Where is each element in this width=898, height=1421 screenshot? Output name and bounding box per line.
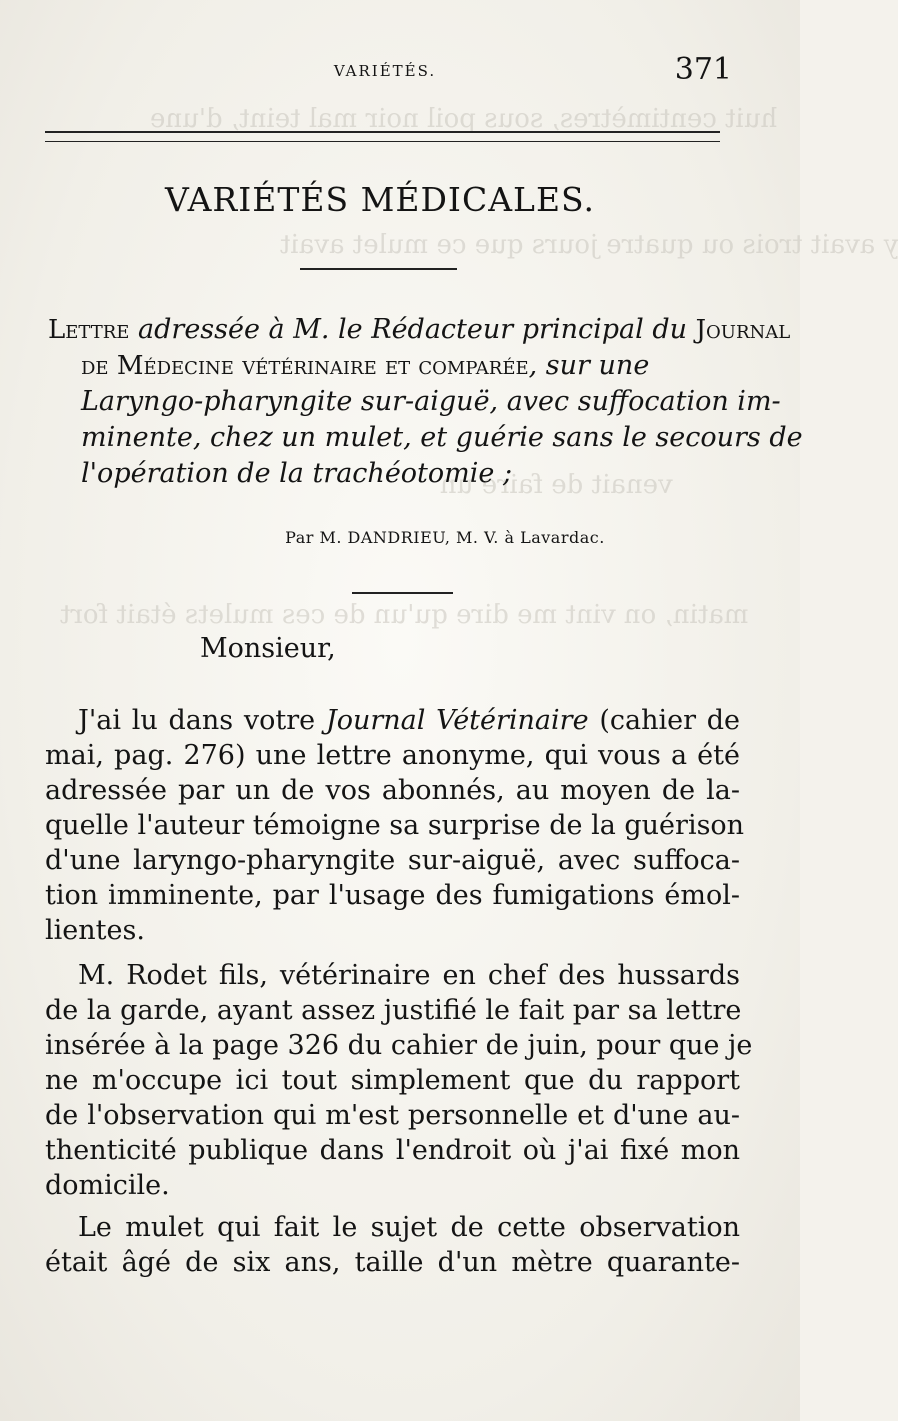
section-title: VARIÉTÉS MÉDICALES. xyxy=(165,180,595,219)
text-line: mai, pag. 276) une lettre anonyme, qui vous a été xyxy=(45,740,740,771)
page-number: 371 xyxy=(674,52,732,87)
running-title: VARIÉTÉS. xyxy=(333,62,437,80)
paragraph-1 xyxy=(45,703,745,948)
paragraph-3 xyxy=(45,1210,740,1280)
text-line: Le mulet qui fait le sujet de cette observation xyxy=(78,1212,740,1243)
bleed-through-text: huit centimètres, sous poil noir mal teint, d'une xyxy=(150,104,778,134)
author-byline: Par M. DANDRIEU, M. V. à Lavardac. xyxy=(285,528,605,547)
letter-heading-line xyxy=(48,348,738,384)
text-line: était âgé de six ans, taille d'un mètre quarante- xyxy=(45,1247,740,1278)
letter-heading-line: minente, chez un mulet, et guérie sans le secours de xyxy=(81,422,803,453)
letter-heading-line: Laryngo-pharyngite sur-aiguë, avec suffocation im- xyxy=(81,386,781,417)
text-line: d'une laryngo-pharyngite sur-aiguë, avec suffoca- xyxy=(45,845,740,876)
letter-heading-smallcaps: Lettre xyxy=(48,315,130,345)
letter-heading xyxy=(48,312,803,492)
title-divider-rule xyxy=(300,268,457,270)
text-line: ne m'occupe ici tout simplement que du rapport xyxy=(45,1065,740,1096)
text-line: de la garde, ayant assez justifié le fait par sa lettre xyxy=(45,995,742,1026)
letter-heading-italic: , sur une xyxy=(528,350,650,381)
text-line: thenticité publique dans l'endroit où j'ai fixé mon xyxy=(45,1135,740,1166)
salutation: Monsieur, xyxy=(200,633,336,664)
letter-heading-smallcaps: Journal xyxy=(695,315,791,345)
letter-heading-smallcaps: de Médecine vétérinaire et comparée xyxy=(81,351,529,381)
text-line: tion imminente, par l'usage des fumigations émol- xyxy=(45,880,740,911)
text-line: domicile. xyxy=(45,1170,170,1201)
journal-title: Journal Vétérinaire xyxy=(325,705,589,736)
bleed-through-text: matin, on vint me dire qu'un de ces mulets était fort xyxy=(60,600,749,630)
text-line: adressée par un de vos abonnés, au moyen de la- xyxy=(45,775,740,806)
byline-divider-rule xyxy=(352,592,453,594)
text-line: lientes. xyxy=(45,915,145,946)
text-line: insérée à la page 326 du cahier de juin, pour que je xyxy=(45,1030,753,1061)
text-line: J'ai lu dans votre Journal Vétérinaire (cahier de xyxy=(78,705,741,736)
text-line: quelle l'auteur témoigne sa surprise de la guérison xyxy=(45,810,745,841)
bleed-through-text: y avait trois ou quatre jours que ce mulet avait xyxy=(280,230,898,260)
letter-heading-line xyxy=(48,312,791,348)
letter-heading-line: l'opération de la trachéotomie ; xyxy=(81,458,513,489)
text-line: de l'observation qui m'est personnelle et d'une au- xyxy=(45,1100,740,1131)
paragraph-2 xyxy=(45,958,753,1203)
letter-heading-italic: adressée à M. le Rédacteur principal du xyxy=(129,314,696,345)
header-double-rule xyxy=(45,131,720,142)
bleed-through-text: venait de faire un xyxy=(440,470,673,500)
running-head xyxy=(0,52,800,88)
text-line: M. Rodet fils, vétérinaire en chef des hussards xyxy=(78,960,740,991)
